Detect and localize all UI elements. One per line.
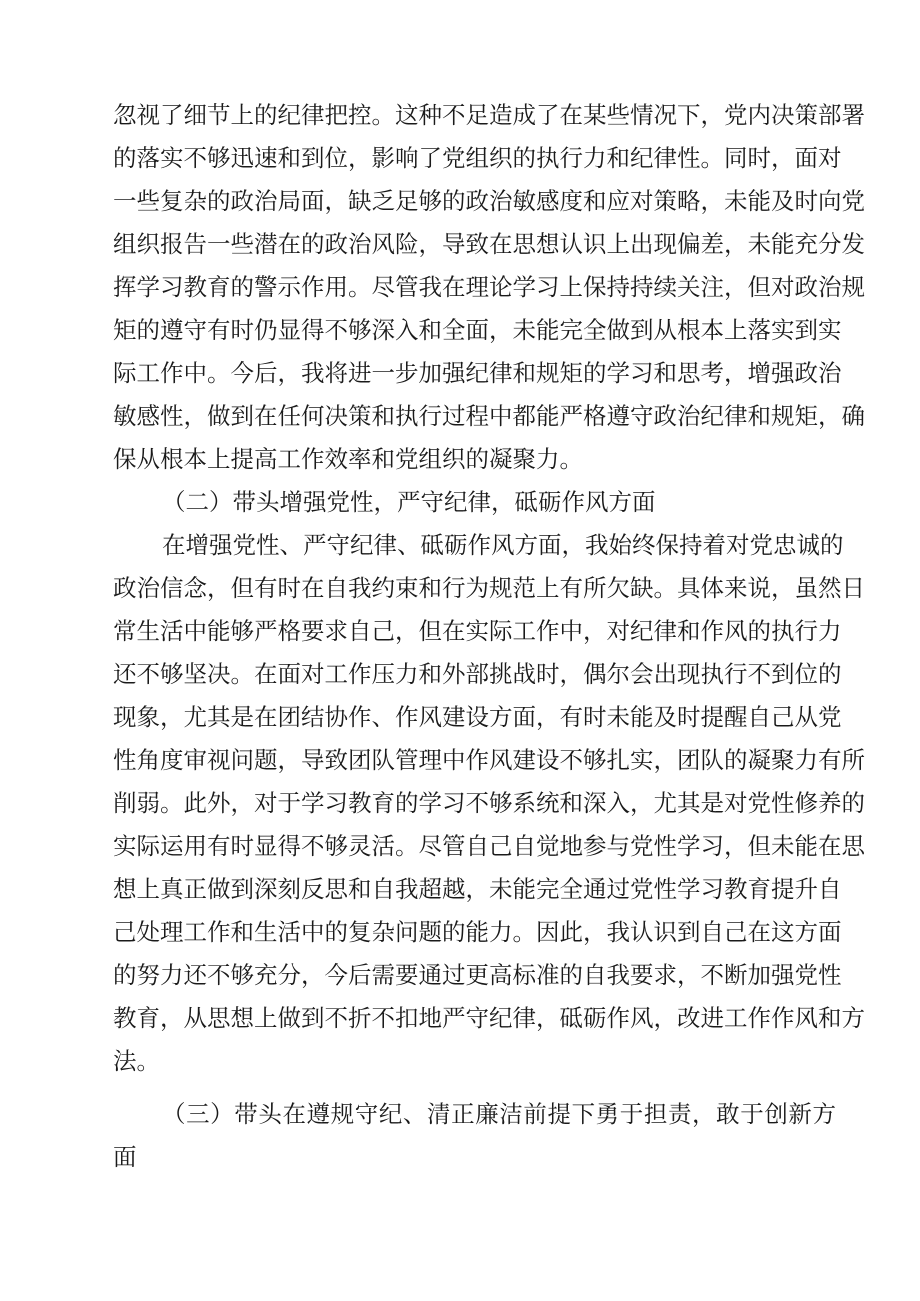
paragraph-1-line: 矩的遵守有时仍显得不够深入和全面，未能完全做到从根本上落实到实	[113, 316, 842, 344]
paragraph-2-line: 想上真正做到深刻反思和自我超越，未能完全通过党性学习教育提升自	[113, 875, 842, 903]
paragraph-2-line: 的努力还不够充分，今后需要通过更高标准的自我要求，不断加强党性	[113, 961, 842, 989]
paragraph-2-line: 常生活中能够严格要求自己，但在实际工作中，对纪律和作风的执行力	[113, 617, 842, 645]
paragraph-2-line: 性角度审视问题，导致团队管理中作风建设不够扎实，团队的凝聚力有所	[113, 746, 865, 774]
paragraph-2-line: 政治信念，但有时在自我约束和行为规范上有所欠缺。具体来说，虽然日	[113, 574, 865, 602]
paragraph-1-line: 敏感性，做到在任何决策和执行过程中都能严格遵守政治纪律和规矩，确	[113, 402, 865, 430]
paragraph-1-line: 保从根本上提高工作效率和党组织的凝聚力。	[113, 445, 583, 473]
section-heading-3: （三）带头在遵规守纪、清正廉洁前提下勇于担责，敢于创新方	[162, 1100, 836, 1128]
paragraph-1-line: 一些复杂的政治局面，缺乏足够的政治敏感度和应对策略，未能及时向党	[113, 187, 865, 215]
section-heading-2: （二）带头增强党性，严守纪律，砥砺作风方面	[162, 488, 656, 516]
paragraph-2-line: 教育，从思想上做到不折不扣地严守纪律，砥砺作风，改进工作作风和方	[113, 1004, 865, 1032]
paragraph-2-line: 己处理工作和生活中的复杂问题的能力。因此，我认识到自己在这方面	[113, 918, 842, 946]
paragraph-2-line: 削弱。此外，对于学习教育的学习不够系统和深入，尤其是对党性修养的	[113, 789, 865, 817]
paragraph-1-line: 忽视了细节上的纪律把控。这种不足造成了在某些情况下，党内决策部署	[113, 101, 865, 129]
section-heading-3-continued: 面	[113, 1143, 137, 1171]
paragraph-2-line: 现象，尤其是在团结协作、作风建设方面，有时未能及时提醒自己从党	[113, 703, 842, 731]
paragraph-2-line: 实际运用有时显得不够灵活。尽管自己自觉地参与党性学习，但未能在思	[113, 832, 865, 860]
paragraph-1-line: 组织报告一些潜在的政治风险，导致在思想认识上出现偏差，未能充分发	[113, 230, 865, 258]
paragraph-2-line: 还不够坚决。在面对工作压力和外部挑战时，偶尔会出现执行不到位的	[113, 660, 842, 688]
paragraph-1-line: 挥学习教育的警示作用。尽管我在理论学习上保持持续关注，但对政治规	[113, 273, 865, 301]
paragraph-1-line: 的落实不够迅速和到位，影响了党组织的执行力和纪律性。同时，面对	[113, 144, 842, 172]
paragraph-2-line: 在增强党性、严守纪律、砥砺作风方面，我始终保持着对党忠诚的	[162, 531, 844, 559]
paragraph-1-line: 际工作中。今后，我将进一步加强纪律和规矩的学习和思考，增强政治	[113, 359, 842, 387]
paragraph-2-line: 法。	[113, 1047, 160, 1075]
